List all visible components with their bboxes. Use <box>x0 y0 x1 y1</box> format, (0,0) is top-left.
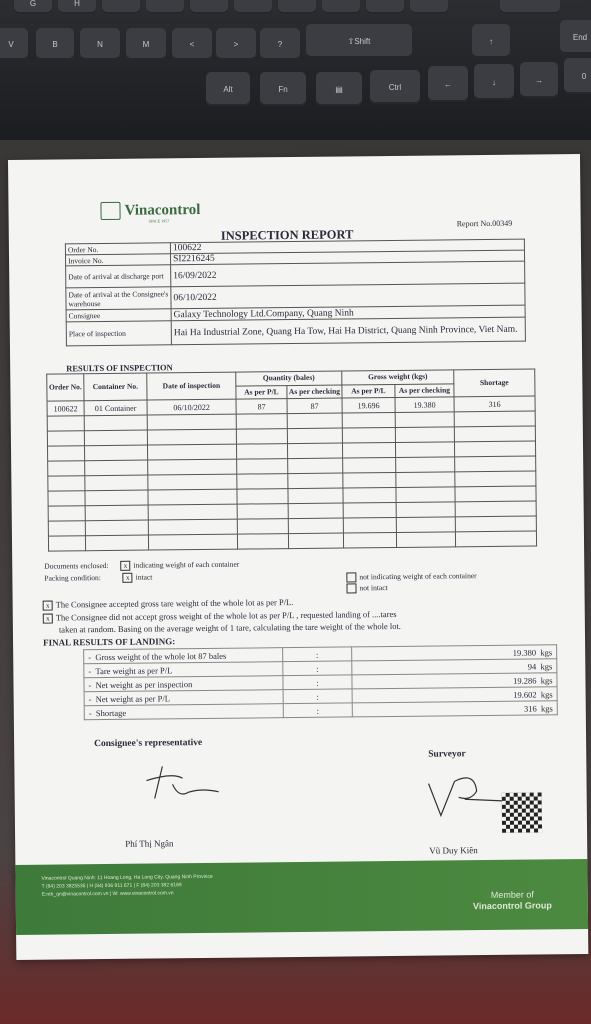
info-value: 100622 <box>170 239 524 254</box>
order-info-table <box>65 239 526 347</box>
footer-bar <box>15 859 588 935</box>
surveyor-signature <box>424 771 505 822</box>
key <box>278 0 316 14</box>
company-name: Vinacontrol <box>124 201 201 219</box>
final-unit: kgs <box>540 660 553 671</box>
checkbox-intact: x <box>123 573 133 583</box>
not-intact-row <box>346 583 387 594</box>
info-label: Place of inspection <box>66 321 171 346</box>
key-fn: Fn <box>260 72 306 106</box>
key-lt: < <box>172 28 212 60</box>
consignee-accepted-text: The Consignee accepted gross tare weight of the whole lot as per P/L. <box>55 597 294 610</box>
key-question: ? <box>260 28 300 60</box>
key-v: V <box>0 28 28 60</box>
key-zero: 0 <box>564 58 591 94</box>
col-gross: Gross weight (kgs) <box>342 370 454 385</box>
key <box>322 0 360 14</box>
report-title: INSPECTION REPORT <box>220 227 354 243</box>
final-unit: kgs <box>540 674 553 685</box>
table-row: - Net weight as per P/L : 19.602 kgs <box>84 687 557 706</box>
final-unit: kgs <box>540 688 553 699</box>
table-row: - Tare weight as per P/L : 94 kgs <box>84 659 557 678</box>
col-gross-check: As per checking <box>395 383 454 397</box>
key-alt: Alt <box>206 72 250 106</box>
cell-shortage: 316 <box>454 396 535 412</box>
footer-address-line: T (84) 203 3825535 | H (84) 936 911 671 | F (84) 203 382 6169 <box>41 882 182 890</box>
col-container-no: Container No. <box>84 373 147 401</box>
table-row: - Gross weight of the whole lot 87 bales : 19.380 kgs <box>84 645 557 664</box>
col-date: Date of inspection <box>147 372 236 400</box>
member-line-2: Vinacontrol Group <box>472 900 552 912</box>
key-gt: > <box>216 28 256 60</box>
key-right: → <box>520 62 558 98</box>
cell-container-no: 01 Container <box>84 400 147 416</box>
cell-order-no: 100622 <box>47 401 84 416</box>
key <box>234 0 272 14</box>
key-menu: ▤ <box>316 72 362 106</box>
table-row: - Net weight as per inspection : 19.286 kgs <box>84 673 557 692</box>
final-value: 19.602 <box>513 688 537 700</box>
key <box>366 0 404 14</box>
info-label: Consignee <box>66 309 171 322</box>
key-h: H <box>58 0 96 14</box>
since-text: SINCE 1957 <box>148 218 170 224</box>
final-unit: kgs <box>540 646 553 657</box>
footer-address-line: Vinacontrol Quang Ninh: 11 Hoang Long, Ha Long City, Quang Ninh Province <box>41 873 213 882</box>
keyboard <box>0 0 591 140</box>
key <box>410 0 448 14</box>
checkbox-not-indicating <box>346 573 356 583</box>
info-value: 16/09/2022 <box>171 261 525 287</box>
documents-row <box>44 560 239 572</box>
results-heading: RESULTS OF INSPECTION <box>66 362 173 374</box>
key <box>102 0 140 14</box>
member-of-group <box>473 889 552 912</box>
final-label: Net weight as per P/L <box>95 692 170 704</box>
key-shift: ⇧Shift <box>306 24 412 58</box>
cell-qty-check: 87 <box>287 398 342 414</box>
key <box>190 0 228 14</box>
consignee-not-accepted-text-2: taken at random. Basing on the average weight of 1 tare, calculating the tare weight of the whole lot. <box>58 620 401 635</box>
key-ctrl: Ctrl <box>370 70 420 104</box>
surveyor-label: Surveyor <box>428 749 466 760</box>
col-qty-pl: As per P/L <box>236 385 287 399</box>
checkbox-indicating: x <box>120 561 130 571</box>
col-quantity: Quantity (bales) <box>236 371 342 386</box>
final-value: 19.380 <box>512 646 537 658</box>
member-line-1: Member of <box>490 889 534 900</box>
cell-gross-check: 19.380 <box>395 397 454 413</box>
table-row: - Shortage : 316 kgs <box>84 701 557 720</box>
final-label: Shortage <box>95 707 127 718</box>
final-results-table <box>83 644 558 720</box>
opt-not-intact: not intact <box>359 583 388 593</box>
final-unit: kgs <box>540 702 553 713</box>
packing-label: Packing condition: <box>44 573 101 583</box>
cell-date: 06/10/2022 <box>147 399 236 415</box>
final-value: 94 <box>527 660 537 672</box>
consignee-not-accepted-text: The Consignee did not accept gross weight of the whole lot as per P/L , requested landing of ....tares <box>55 608 397 623</box>
opt-indicating: indicating weight of each container <box>133 559 240 570</box>
info-label: Invoice No. <box>65 254 170 266</box>
final-label: Gross weight of the whole lot 87 bales <box>95 650 227 662</box>
company-logo <box>100 201 200 220</box>
cell-gross-pl: 19.696 <box>342 397 395 413</box>
info-value: Galaxy Technology Ltd.Company, Quang Ninh <box>171 305 525 321</box>
final-value: 19.286 <box>512 674 537 686</box>
info-label: Order No. <box>65 243 170 255</box>
checkbox-not-intact <box>346 584 356 594</box>
col-order-no: Order No. <box>47 374 84 401</box>
final-label: Net weight as per inspection <box>95 678 193 690</box>
surveyor-name: Vũ Duy Kiên <box>429 845 478 856</box>
final-label: Tare weight as per P/L <box>95 664 173 676</box>
opt-intact: intact <box>135 572 153 582</box>
report-number: Report No.00349 <box>456 218 513 229</box>
checkbox-not-accepted: x <box>43 614 53 624</box>
documents-label: Documents enclosed: <box>44 560 109 571</box>
footer-address-line: E:nth_qn@vinacontrol.com.vn | W: www.vinacontrol.com.vn <box>41 890 174 898</box>
qr-code <box>502 792 542 832</box>
footer-address <box>41 873 212 899</box>
opt-not-indicating: not indicating weight of each container <box>359 571 477 582</box>
not-indicating-row <box>346 571 476 583</box>
info-value: 06/10/2022 <box>171 283 525 309</box>
cell-qty-pl: 87 <box>236 399 287 415</box>
accepted-row <box>43 597 294 611</box>
info-value: Hai Ha Industrial Zone, Quang Ha Tow, Hai Ha District, Quang Ninh Province, Viet Nam. <box>171 317 525 345</box>
final-results-heading: FINAL RESULTS OF LANDING: <box>43 636 176 648</box>
col-gross-pl: As per P/L <box>342 384 395 398</box>
key-end: End <box>560 20 591 54</box>
key-b: B <box>36 28 74 60</box>
key-n: N <box>80 28 120 60</box>
consignee-name: Phí Thị Ngân <box>125 838 174 849</box>
final-value: 316 <box>523 702 537 714</box>
scale-logo-icon <box>100 202 120 220</box>
key <box>500 0 560 14</box>
consignee-signature <box>142 758 222 805</box>
key-up: ↑ <box>472 24 510 58</box>
checkbox-accepted: x <box>43 601 53 611</box>
info-value: SI2216245 <box>170 250 524 265</box>
key <box>146 0 184 14</box>
col-qty-check: As per checking <box>287 385 342 399</box>
info-label: Date of arrival at the Consignee's warehouse <box>66 287 171 310</box>
key-m: M <box>126 28 166 60</box>
results-table <box>46 368 537 551</box>
key-g: G <box>14 0 52 14</box>
col-shortage: Shortage <box>454 369 535 397</box>
key-left: ← <box>428 66 468 102</box>
inspection-report-paper <box>8 154 588 960</box>
key-down: ↓ <box>474 64 514 100</box>
info-label: Date of arrival at discharge port <box>66 265 171 288</box>
consignee-representative-label: Consignee's representative <box>94 737 203 750</box>
packing-row <box>44 573 152 584</box>
